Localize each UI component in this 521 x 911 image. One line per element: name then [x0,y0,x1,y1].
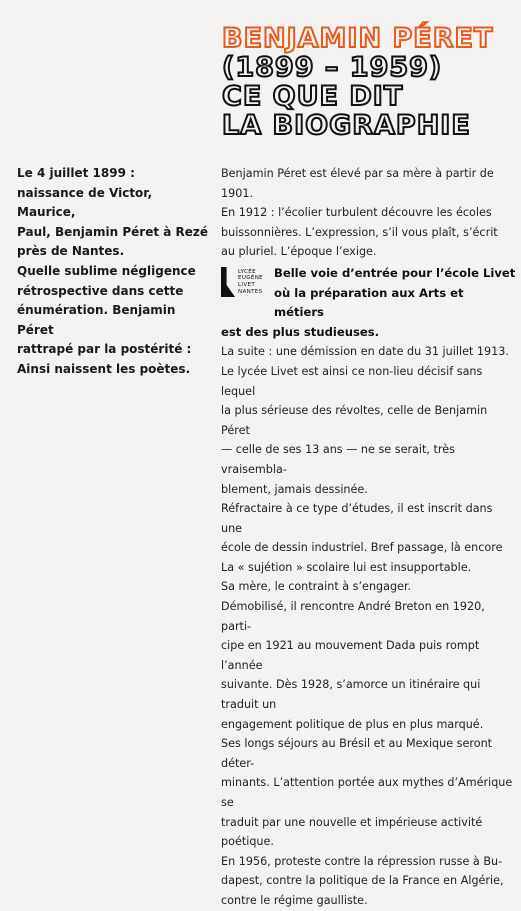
body-line: suivante. Dès 1928, s’amorce un itinéraire qui traduit un [221,678,481,712]
title-subtitle-1: CE QUE DIT [222,81,404,112]
body-line: En 1912 : l’écolier turbulent découvre les écoles [221,206,492,220]
body-line: Démobilisé, il rencontre André Breton en 1920, parti- [221,600,485,633]
lycee-livet-logo [221,264,269,300]
sidebar-note [17,164,211,380]
lycee-logo-text [238,269,263,295]
title-subtitle-2: LA BIOGRAPHIE [222,110,471,141]
body-line: Ses longs séjours au Brésil et au Mexique seront déter- [221,737,493,770]
sidebar-line: Paul, Benjamin Péret à Rezé [17,224,209,239]
body-line: minants. L’attention portée aux mythes d’Amérique se [221,776,513,809]
lycee-logo-icon [221,267,235,297]
title-dates: (1899 – 1959) [222,52,443,83]
highlight-text [274,264,517,323]
logo-word: NANTES [238,288,263,295]
body-line: blement, jamais dessinée. [221,482,368,496]
body-line: au pluriel. L’époque l’exige. [221,245,377,259]
sidebar-line: énumération. Benjamin Péret [17,303,176,337]
sidebar-line: près de Nantes. [17,244,125,259]
title-name: BENJAMIN PÉRET [222,23,494,54]
body-line: Le lycée Livet est ainsi ce non-lieu décisif sans lequel [221,364,483,398]
body-line: traduit par une nouvelle et impérieuse activité poétique. [221,815,483,849]
logo-word: LYCÉE [238,268,256,275]
logo-word: LIVET [238,281,256,288]
highlight-line: Belle voie d’entrée pour l’école Livet [274,265,516,280]
body-line: Sa mère, le contraint à s’engager. [221,580,412,594]
body-line: La suite : une démission en date du 31 juillet 1913. [221,345,509,359]
main-text [221,164,517,911]
body-line: cipe en 1921 au mouvement Dada puis rompt l’année [221,639,480,672]
body-line: contre le régime gaulliste. [221,893,368,907]
body-line: — celle de ses 13 ans — ne se serait, très vraisembla- [221,443,455,476]
body-line: école de dessin industriel. Bref passage, là encore [221,541,503,555]
sidebar-line: Le 4 juillet 1899 : [17,166,135,180]
highlight-continuation: est des plus studieuses. [221,324,380,339]
sidebar-line: rattrapé par la postérité : [17,342,192,357]
title-block [222,24,512,140]
body-line: engagement politique de plus en plus marqué. [221,717,484,731]
body-line: Réfractaire à ce type d’études, il est inscrit dans une [221,502,493,535]
sidebar-line: rétrospective dans cette [17,283,184,298]
sidebar-line: naissance de Victor, Maurice, [17,185,153,220]
body-line: la plus sérieuse des révoltes, celle de Benjamin Péret [221,404,488,437]
highlight-line: où la préparation aux Arts et métiers [274,285,464,320]
sidebar-line: Quelle sublime négligence [17,263,196,278]
body-line: La « sujétion » scolaire lui est insupportable. [221,560,472,574]
lycee-highlight [221,264,517,323]
body-line: En 1956, proteste contre la répression russe à Bu- [221,854,503,868]
body-line: buissonnières. L’expression, s’il vous plaît, s’écrit [221,225,498,239]
body-line: dapest, contre la politique de la France en Algérie, [221,874,504,888]
logo-word: EUGÈNE [238,275,264,282]
sidebar-line: Ainsi naissent les poètes. [17,361,191,376]
body-line: Benjamin Péret est élevé par sa mère à partir de 1901. [221,167,494,200]
